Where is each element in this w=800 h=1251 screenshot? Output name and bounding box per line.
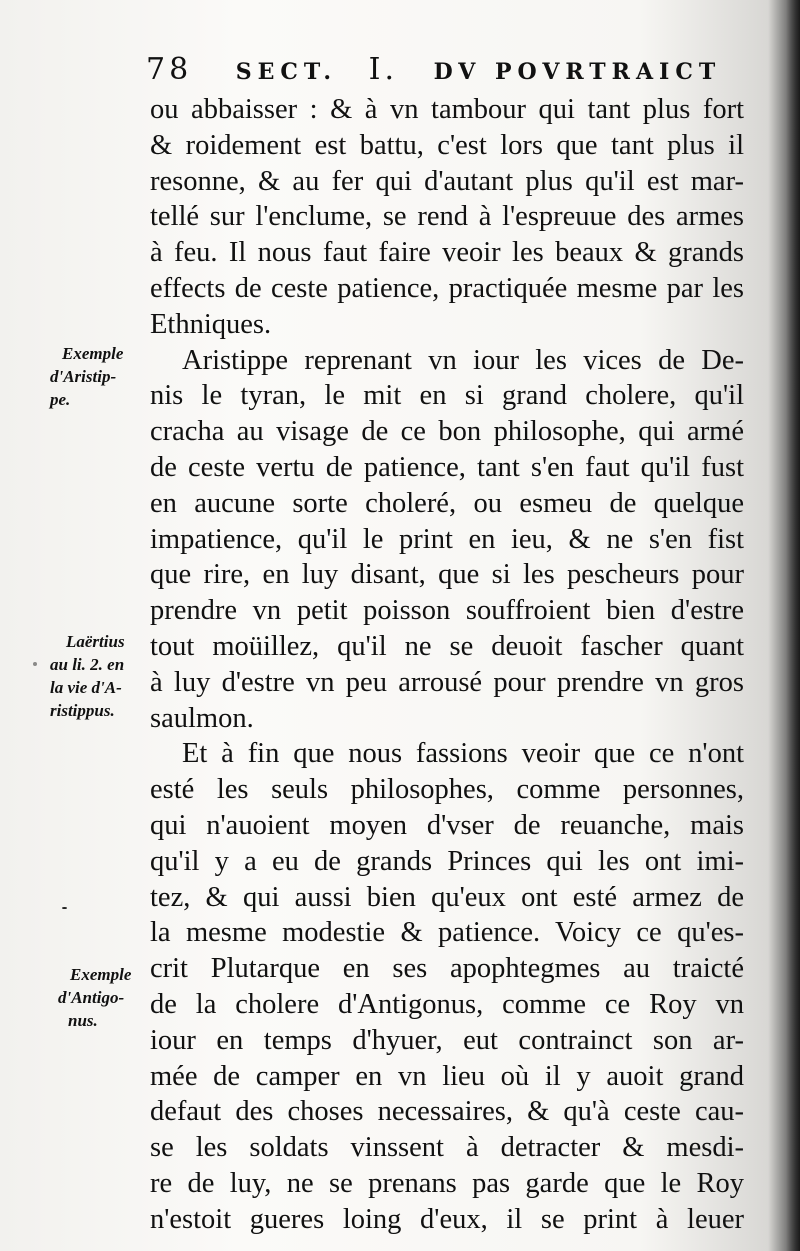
text-line: esté les seuls philosophes, comme personnes, — [150, 774, 744, 806]
text-line: tez, & qui aussi bien qu'eux ont esté armez de — [150, 881, 744, 913]
page-number: 78 — [146, 52, 193, 87]
margin-note-antigonus — [50, 963, 150, 1032]
text-line: n'estoit gueres loing d'eux, il se print à leuer — [150, 1203, 744, 1235]
margin-note-line: Laërtius — [66, 632, 125, 651]
running-title: DV POVRTRAICT — [433, 59, 722, 85]
text-line: prendre vn petit poisson souffroient bien d'estre — [150, 595, 744, 627]
ink-speck — [62, 907, 67, 909]
text-line: la mesme modestie & patience. Voicy ce qu'es- — [150, 917, 744, 949]
margin-note-aristippe — [50, 342, 150, 411]
text-line: resonne, & au fer qui d'autant plus qu'il est mar- — [150, 165, 744, 197]
text-line: & roidement est battu, c'est lors que tant plus il — [150, 129, 744, 161]
text-line: ou abbaisser : & à vn tambour qui tant plus fort — [150, 94, 744, 125]
text-line: que rire, en luy disant, que si les pescheurs pour — [150, 559, 744, 591]
section-number: I. — [368, 52, 399, 87]
text-line: à luy d'estre vn peu arrousé pour prendre vn gros — [150, 666, 744, 698]
text-line: se les soldats vinssent à detracter & mesdi- — [150, 1132, 744, 1164]
margin-note-line: la vie d'A- — [50, 678, 122, 697]
margin-note-line: au li. 2. en — [50, 655, 125, 674]
page-gutter-shadow — [786, 0, 800, 1251]
margin-note-line: ristippus. — [50, 701, 115, 720]
margin-note-laertius — [50, 630, 150, 722]
margin-note-line: Exemple — [62, 344, 124, 363]
text-line: nis le tyran, le mit en si grand cholere, qu'il — [150, 380, 744, 412]
main-text — [150, 92, 744, 1238]
text-line: crit Plutarque en ses apophtegmes au traicté — [150, 953, 744, 985]
text-line: impatience, qu'il le print en ieu, & ne s'en fist — [150, 523, 744, 555]
section-label: SECT. — [235, 59, 338, 85]
running-header — [146, 52, 746, 92]
margin-note-line: nus. — [68, 1011, 98, 1030]
text-line: re de luy, ne se prenans pas garde que le Roy — [150, 1167, 744, 1199]
text-line: effects de ceste patience, practiquée mesme par les — [150, 272, 744, 304]
text-line: Ethniques. — [150, 308, 272, 340]
paragraph-start-line: Aristippe reprenant vn iour les vices de De- — [182, 344, 744, 376]
text-line: à feu. Il nous faut faire veoir les beaux & grands — [150, 237, 744, 269]
text-line: de ceste vertu de patience, tant s'en faut qu'il fust — [150, 451, 744, 483]
text-line: defaut des choses necessaires, & qu'à ceste cau- — [150, 1096, 744, 1128]
text-line: en aucune sorte choleré, ou esmeu de quelque — [150, 487, 744, 519]
text-line: de la cholere d'Antigonus, comme ce Roy vn — [150, 988, 744, 1020]
margin-note-line: Exemple — [70, 965, 132, 984]
text-line: iour en temps d'hyuer, eut contrainct son ar- — [150, 1024, 744, 1056]
paragraph-start-line: Et à fin que nous fassions veoir que ce n'ont — [182, 738, 744, 770]
margin-note-line: d'Aristip- — [50, 367, 117, 386]
ink-speck — [33, 662, 37, 666]
text-line: qu'il y a eu de grands Princes qui les ont imi- — [150, 845, 744, 877]
text-line: qui n'auoient moyen d'vser de reuanche, mais — [150, 809, 744, 841]
text-line: saulmon. — [150, 702, 254, 734]
text-line: cracha au visage de ce bon philosophe, qui armé — [150, 416, 744, 448]
margin-note-line: d'Antigo- — [58, 988, 125, 1007]
text-line: mée de camper en vn lieu où il y auoit grand — [150, 1060, 744, 1092]
text-line: tellé sur l'enclume, se rend à l'espreuue des armes — [150, 201, 744, 233]
margin-note-line: pe. — [50, 390, 71, 409]
text-line: tout moüillez, qu'il ne se deuoit fascher quant — [150, 630, 744, 662]
